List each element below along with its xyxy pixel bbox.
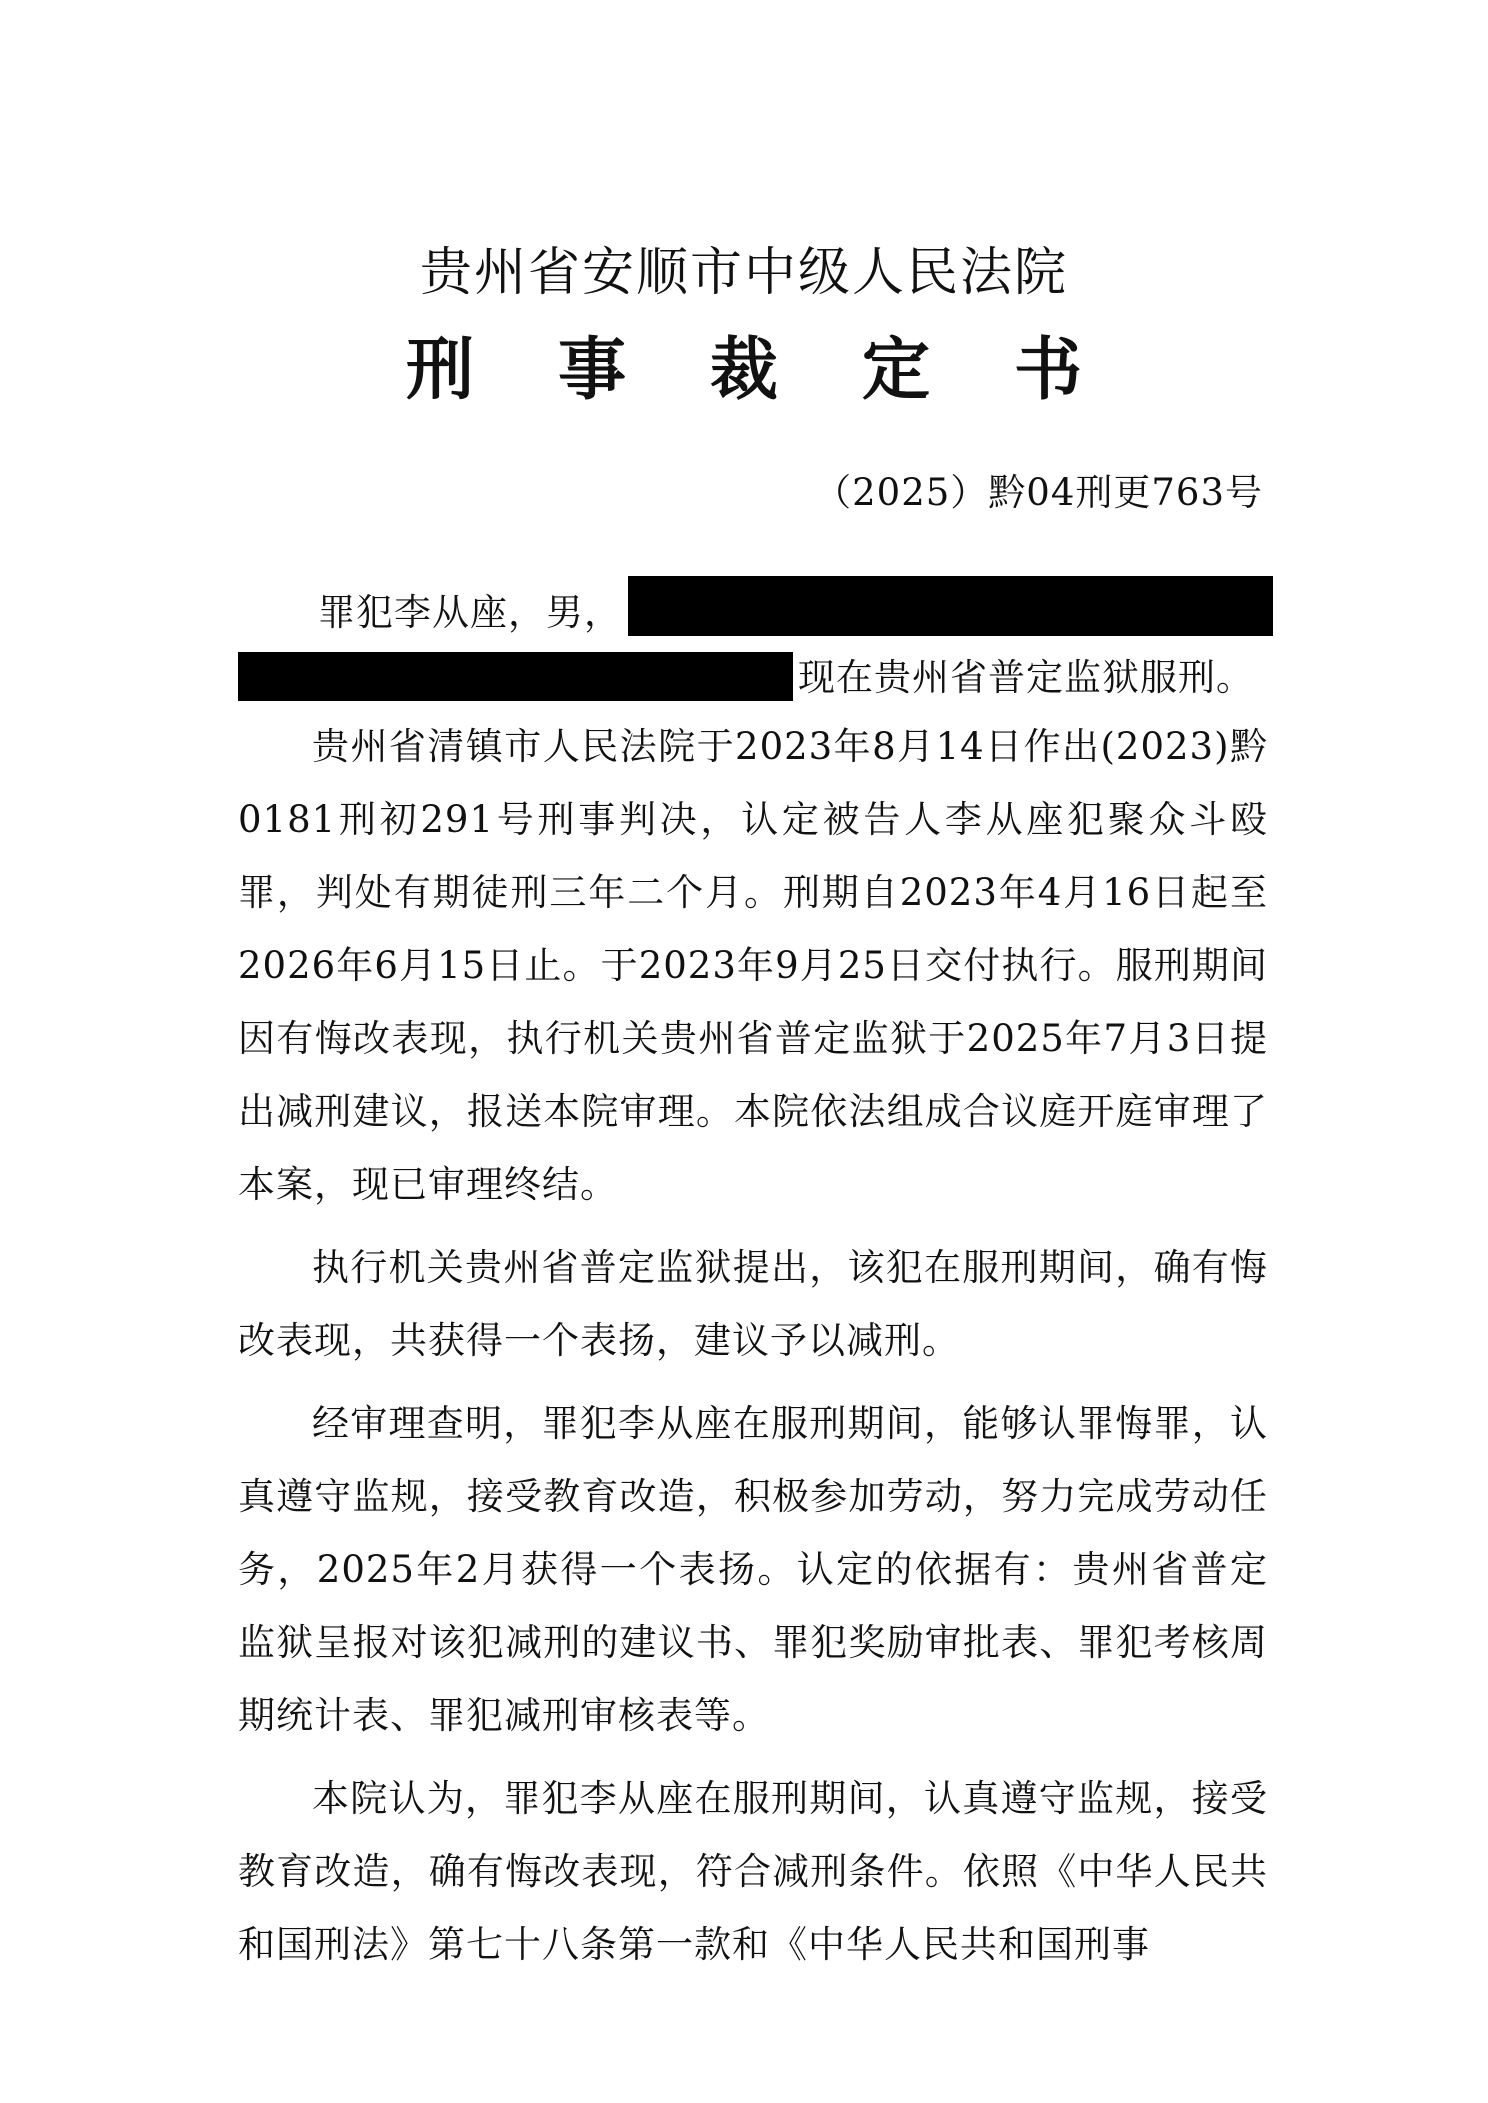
intro-prefix: 罪犯李从座，男， <box>318 591 622 634</box>
redaction-block-1 <box>628 576 1273 636</box>
document-title <box>0 326 1488 416</box>
title-char-2: 事 <box>557 331 626 410</box>
title-char-4: 定 <box>862 331 931 410</box>
paragraph-judgment-history: 贵州省清镇市人民法院于2023年8月14日作出(2023)黔0181刑初291号刑事判决，认定被告人李从座犯聚众斗殴罪，判处有期徒刑三年二个月。刑期自2023年4月16日起至2026年6月15日止。于2023年9月25日交付执行。服刑期间因有悔改表现，执行机关贵州省普定监狱于2025年7月3日提出减刑建议，报送本院审理。本院依法组成合议庭开庭审理了本案，现已审理终结。 <box>238 725 1268 1206</box>
paragraph-prison-proposal: 执行机关贵州省普定监狱提出，该犯在服刑期间，确有悔改表现，共获得一个表扬，建议予以减刑。 <box>238 1246 1268 1362</box>
title-char-5: 书 <box>1014 331 1083 410</box>
intro-suffix: 现在贵州省普定监狱服刑。 <box>798 656 1254 699</box>
case-number: （2025）黔04刑更763号 <box>814 471 1263 514</box>
paragraph-findings: 经审理查明，罪犯李从座在服刑期间，能够认罪悔罪，认真遵守监规，接受教育改造，积极参加劳动，努力完成劳动任务，2025年2月获得一个表扬。认定的依据有：贵州省普定监狱呈报对该犯减刑的建议书、罪犯奖励审批表、罪犯考核周期统计表、罪犯减刑审核表等。 <box>238 1402 1268 1737</box>
title-char-3: 裁 <box>709 331 778 410</box>
court-name: 贵州省安顺市中级人民法院 <box>419 243 1068 303</box>
redaction-block-2 <box>238 652 793 701</box>
body-text <box>238 710 1268 1981</box>
paragraph-court-opinion: 本院认为，罪犯李从座在服刑期间，认真遵守监规，接受教育改造，确有悔改表现，符合减刑条件。依照《中华人民共和国刑法》第七十八条第一款和《中华人民共和国刑事 <box>238 1777 1268 1966</box>
title-char-1: 刑 <box>405 331 474 410</box>
